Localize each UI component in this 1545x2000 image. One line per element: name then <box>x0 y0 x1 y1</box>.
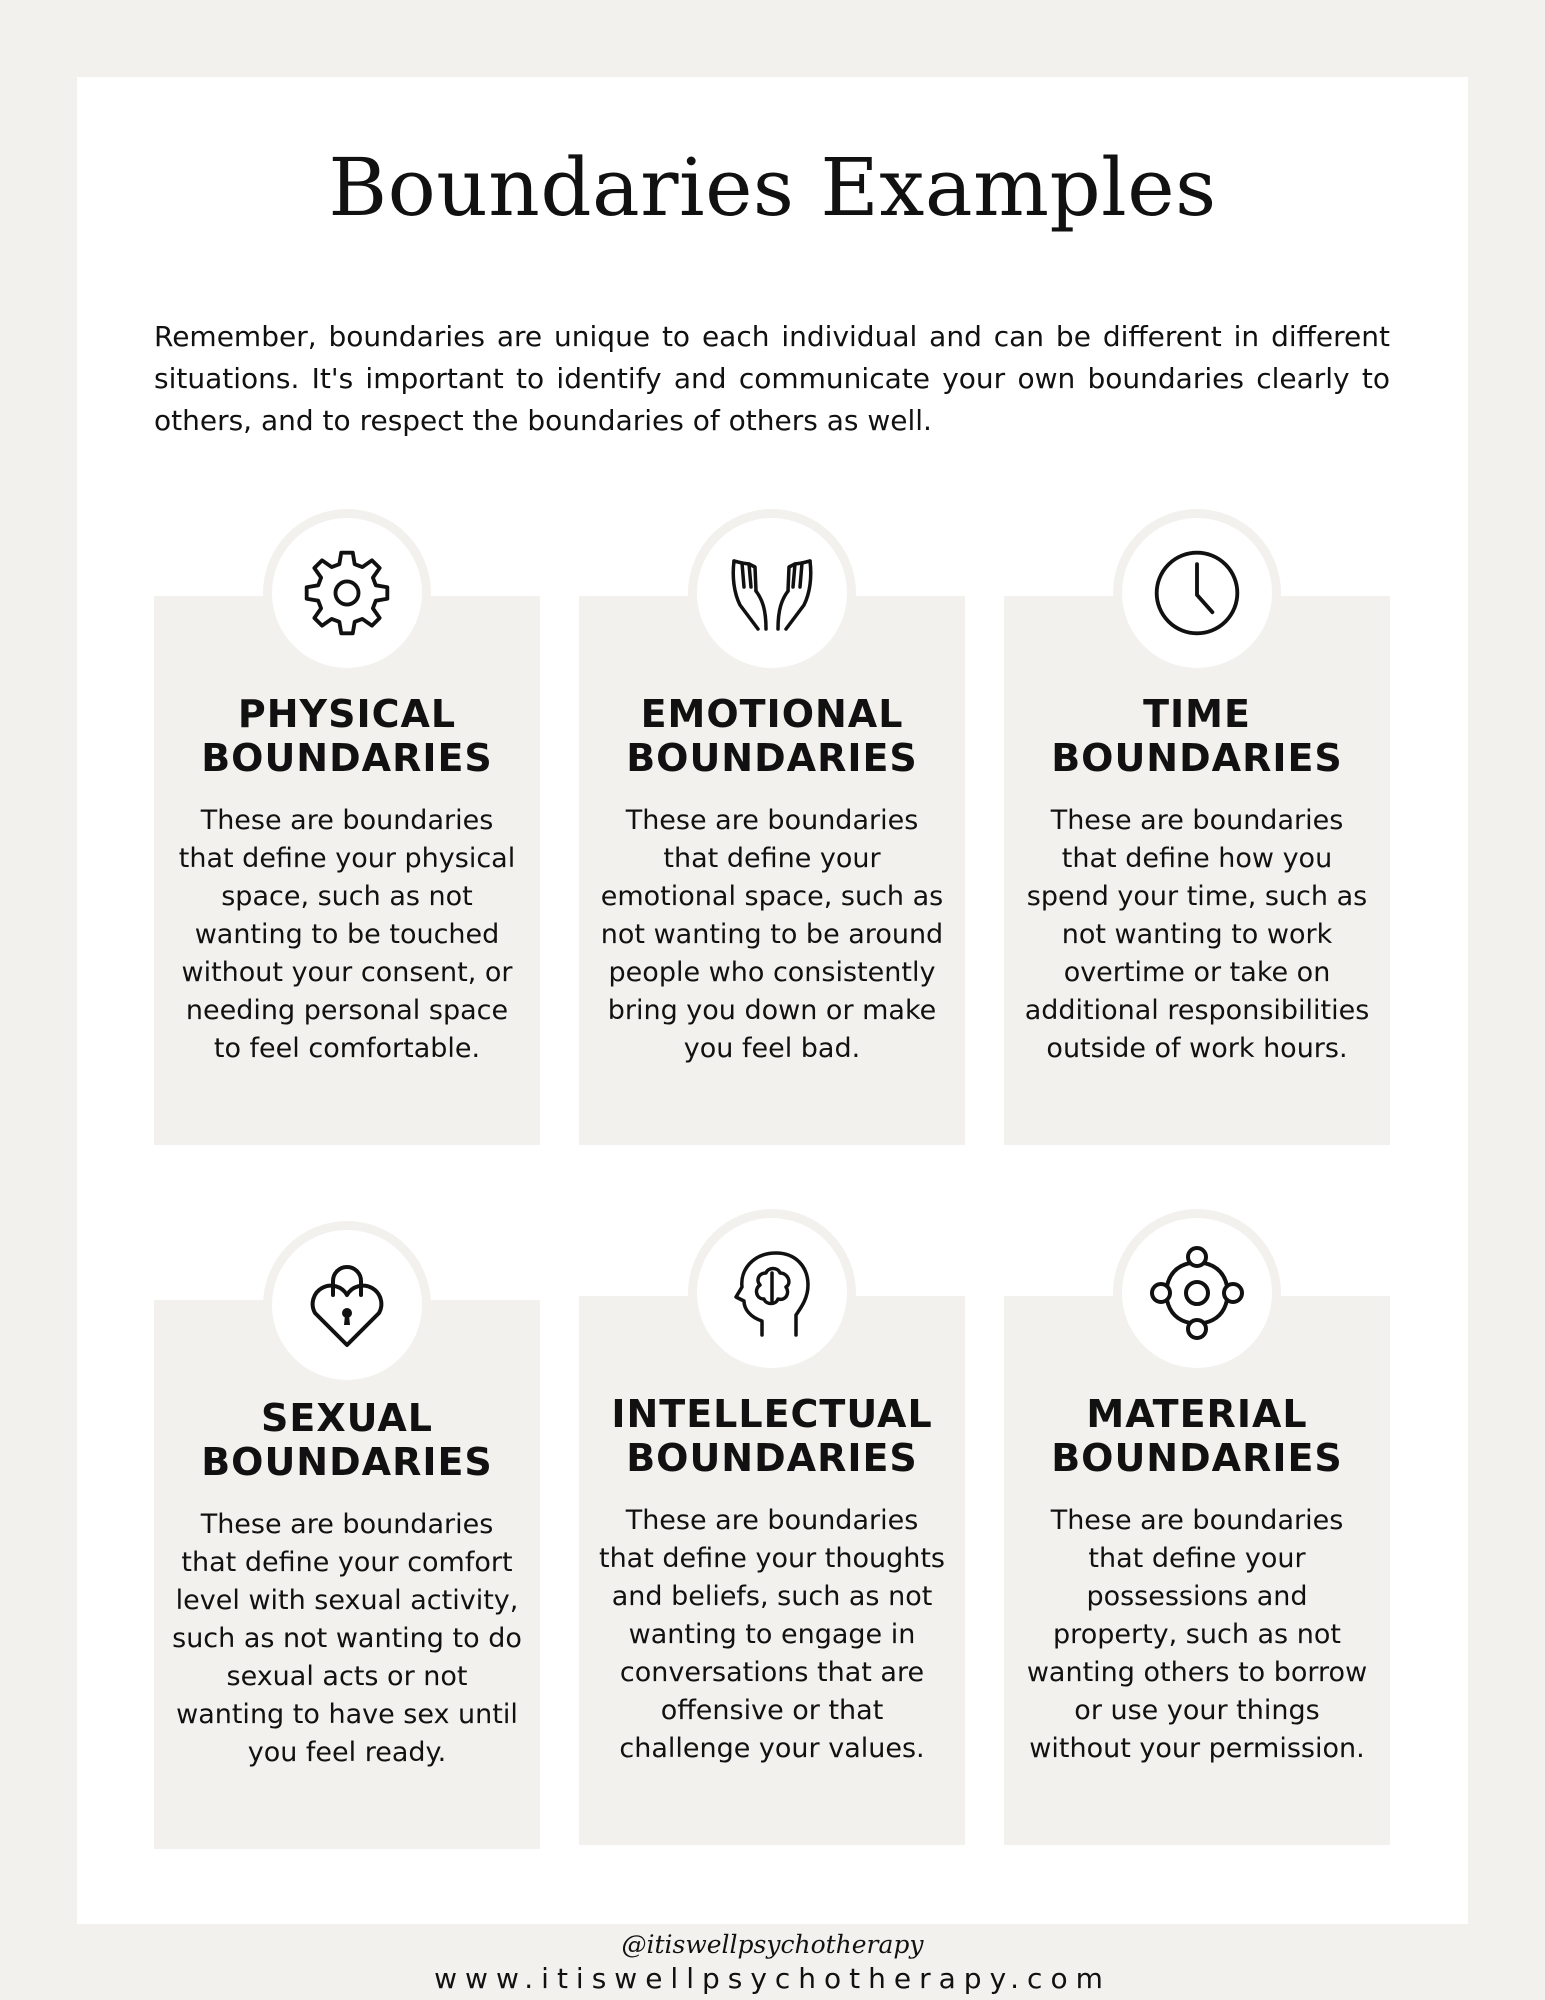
card-description: These are boundaries that define your emotional space, such as not wanting to be around people who consistently bring you down or make you feel bad. <box>600 805 944 1064</box>
card-title-line1: SEXUAL <box>261 1396 433 1440</box>
icon-badge-material <box>1113 1209 1281 1377</box>
card-title-line1: PHYSICAL <box>237 692 457 736</box>
intro-paragraph: Remember, boundaries are unique to each individual and can be different in different situations. It's important to identify and communicate your own boundaries clearly to others, and to respect the boundaries of others as well. <box>154 320 1390 437</box>
card-time <box>1004 596 1390 1145</box>
card-description: These are boundaries that define your thoughts and beliefs, such as not wanting to engage in conversations that are offensive or that challenge your values. <box>598 1505 945 1764</box>
head-brain-icon <box>722 1243 822 1343</box>
card-description: These are boundaries that define how you spend your time, such as not wanting to work overtime or take on additional responsibilities outside of work hours. <box>1024 805 1370 1064</box>
icon-badge-intellectual <box>688 1209 856 1377</box>
card-title-line2: BOUNDARIES <box>1051 736 1343 780</box>
card-title <box>579 692 965 780</box>
icon-badge-sexual <box>263 1221 431 1389</box>
card-title-line2: BOUNDARIES <box>626 736 918 780</box>
card-emotional <box>579 596 965 1145</box>
card-title-line1: MATERIAL <box>1086 1392 1308 1436</box>
icon-badge-physical <box>263 509 431 677</box>
card-intellectual <box>579 1296 965 1845</box>
card-physical <box>154 596 540 1145</box>
page-title: Boundaries Examples <box>328 141 1217 234</box>
card-description: These are boundaries that define your physical space, such as not wanting to be touched without your consent, or needing personal space to feel comfortable. <box>178 805 516 1064</box>
card-description: These are boundaries that define your possessions and property, such as not wanting others to borrow or use your things without your permission. <box>1026 1505 1368 1764</box>
card-title <box>154 692 540 780</box>
open-hands-icon <box>722 543 822 643</box>
clock-icon <box>1149 545 1245 641</box>
card-title-line1: TIME <box>1143 692 1251 736</box>
connected-nodes-icon <box>1147 1243 1247 1343</box>
social-handle: @itiswellpsychotherapy <box>621 1930 924 1959</box>
card-title <box>579 1392 965 1480</box>
heart-padlock-icon <box>297 1255 397 1355</box>
card-description: These are boundaries that define your comfort level with sexual activity, such as not wanting to do sexual acts or not wanting to have sex until you feel ready. <box>172 1509 522 1768</box>
card-title-line2: BOUNDARIES <box>626 1436 918 1480</box>
card-title <box>1004 1392 1390 1480</box>
card-title-line1: INTELLECTUAL <box>611 1392 933 1436</box>
card-title <box>1004 692 1390 780</box>
icon-badge-time <box>1113 509 1281 677</box>
gear-icon <box>299 545 395 641</box>
website-url[interactable]: www.itiswellpsychotherapy.com <box>434 1962 1111 1995</box>
card-title-line2: BOUNDARIES <box>201 1440 493 1484</box>
icon-badge-emotional <box>688 509 856 677</box>
card-title <box>154 1396 540 1484</box>
card-title-line1: EMOTIONAL <box>640 692 904 736</box>
card-title-line2: BOUNDARIES <box>201 736 493 780</box>
card-title-line2: BOUNDARIES <box>1051 1436 1343 1480</box>
card-material <box>1004 1296 1390 1845</box>
